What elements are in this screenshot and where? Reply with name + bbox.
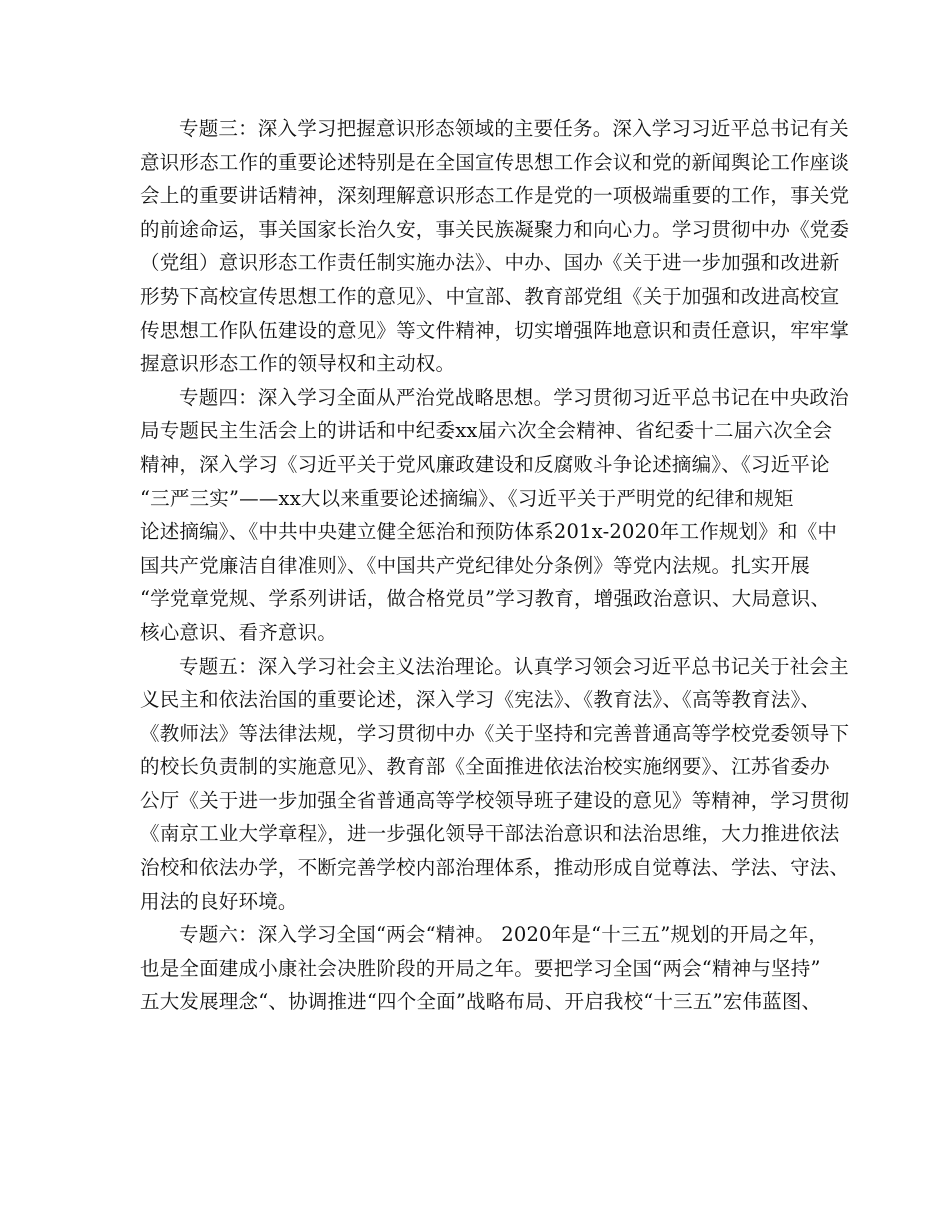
text-line: 精神，深入学习《习近平关于党风廉政建设和反腐败斗争论述摘编》、《习近平论 — [140, 452, 830, 476]
text-line: 论述摘编》、《中共中央建立健全惩治和预防体系201x-2020年工作规划》和《中 — [140, 520, 838, 544]
text-line: 《教师法》等法律法规，学习贯彻中办《关于坚持和完善普通高等学校党委领导下 — [140, 721, 850, 745]
text-line: 握意识形态工作的领导权和主动权。 — [140, 352, 456, 376]
text-line: “三严三实”——xx大以来重要论述摘编》、《习近平关于严明党的纪律和规矩 — [140, 486, 794, 510]
text-line: 专题六：深入学习全国“两会“精神。 2020年是“十三五”规划的开局之年， — [179, 923, 829, 947]
paragraph-topic-5 — [140, 650, 850, 919]
text-line: 传思想工作队伍建设的意见》等文件精神，切实增强阵地意识和责任意识，牢牢掌 — [140, 318, 850, 342]
text-line: 的校长负责制的实施意见》、教育部《全面推进依法治校实施纲要》、江苏省委办 — [140, 755, 830, 779]
text-line: 核心意识、看齐意识。 — [140, 620, 338, 644]
text-line: 专题四：深入学习全面从严治党战略思想。学习贯彻习近平总书记在中央政治 — [179, 385, 849, 409]
text-line: 公厅《关于进一步加强全省普通高等学校领导班子建设的意见》等精神，学习贯彻 — [140, 788, 850, 812]
text-line: 的前途命运，事关国家长治久安，事关民族凝聚力和向心力。学习贯彻中办《党委 — [140, 217, 850, 241]
text-line: 会上的重要讲话精神，深刻理解意识形态工作是党的一项极端重要的工作，事关党 — [140, 184, 850, 208]
text-line: “学党章党规、学系列讲话，做合格党员”学习教育，增强政治意识、大局意识、 — [140, 587, 831, 611]
paragraph-topic-4 — [140, 381, 849, 650]
text-line: 专题三：深入学习把握意识形态领域的主要任务。深入学习习近平总书记有关 — [179, 117, 849, 140]
text-line: 意识形态工作的重要论述特别是在全国宣传思想工作会议和党的新闻舆论工作座谈 — [140, 150, 850, 174]
text-line: 也是全面建成小康社会决胜阶段的开局之年。要把学习全国“两会“精神与坚持” — [140, 956, 821, 980]
paragraph-topic-6 — [140, 918, 829, 1019]
text-line: （党组）意识形态工作责任制实施办法》、中办、国办《关于进一步加强和改进新 — [140, 251, 840, 275]
text-line: 五大发展理念“、协调推进“四个全面”战略布局、开启我校“十三五”宏伟蓝图、 — [140, 990, 822, 1014]
text-line: 《南京工业大学章程》，进一步强化领导干部法治意识和法治思维，大力推进依法 — [140, 822, 840, 846]
paragraph-topic-3 — [140, 112, 850, 381]
document-body — [140, 112, 850, 1019]
text-line: 局专题民主生活会上的讲话和中纪委xx届六次全会精神、省纪委十二届六次全会 — [140, 419, 833, 443]
text-line: 专题五：深入学习社会主义法治理论。认真学习领会习近平总书记关于社会主 — [179, 654, 849, 678]
text-line: 形势下高校宣传思想工作的意见》、中宣部、教育部党组《关于加强和改进高校宣 — [140, 284, 840, 308]
text-line: 用法的良好环境。 — [140, 889, 298, 913]
text-line: 国共产党廉洁自律准则》、《中国共产党纪律处分条例》等党内法规。扎实开展 — [140, 553, 811, 577]
text-line: 义民主和依法治国的重要论述，深入学习《宪法》、《教育法》、《高等教育法》、 — [140, 688, 821, 712]
text-line: 治校和依法办学，不断完善学校内部治理体系，推动形成自觉尊法、学法、守法、 — [140, 856, 850, 880]
